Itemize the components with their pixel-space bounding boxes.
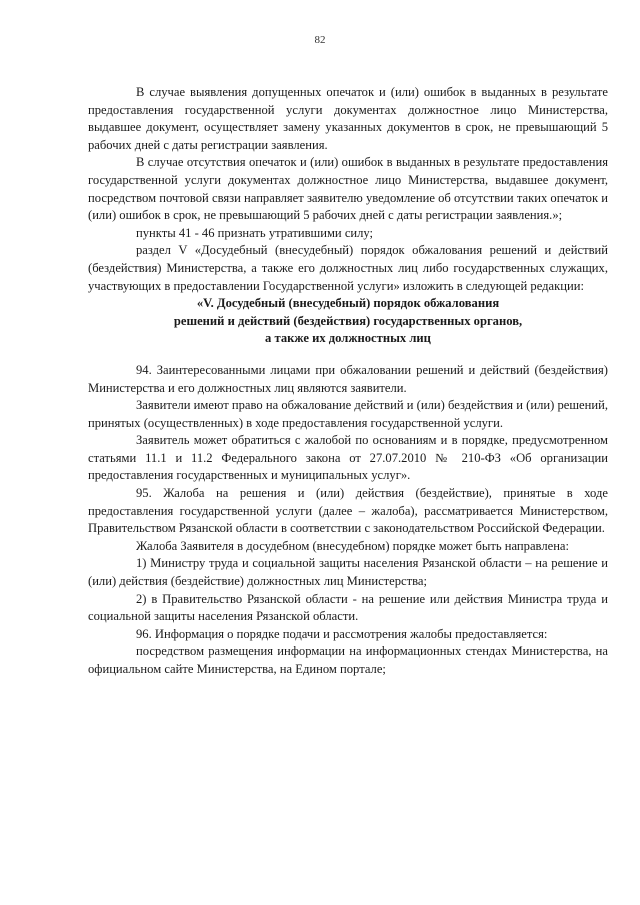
section-heading bbox=[88, 295, 608, 348]
paragraph-clauses-void: пункты 41 - 46 признать утратившими силу; bbox=[136, 225, 374, 240]
section-heading-line: решений и действий (бездействия) государственных органов, bbox=[173, 313, 523, 328]
paragraph-applicant-complaint: Заявитель может обратиться с жалобой по основаниям и в порядке, предусмотренном статьями 11.1 и 11.2 Федерального закона от 27.07.2010 № 210-ФЗ «Об организации предоставления государственных и муниципальных услуг». bbox=[88, 433, 608, 483]
list-item-1: 1) Министру труда и социальной защиты населения Рязанской области – на решение и (или) действия (бездействие) должностных лиц Министерства; bbox=[88, 556, 608, 589]
paragraph-section-v-intro: раздел V «Досудебный (внесудебный) порядок обжалования решений и действий (бездействия) Министерства, а также его должностных лиц либо государственных служащих, участвующих в предоставлении Государственной услуги» изложить в следующей редакции: bbox=[88, 243, 608, 293]
list-item-2: 2) в Правительство Рязанской области - на решение или действия Министра труда и социальной защиты населения Рязанской области. bbox=[88, 591, 608, 624]
paragraph-96: 96. Информация о порядке подачи и рассмотрения жалобы предоставляется: bbox=[136, 626, 548, 641]
paragraph-complaint-addressees: Жалоба Заявителя в досудебном (внесудебном) порядке может быть направлена: bbox=[136, 538, 570, 553]
document-body bbox=[88, 84, 608, 679]
paragraph-95: 95. Жалоба на решения и (или) действия (бездействие), принятые в ходе предоставления государственной услуги (далее – жалоба), рассматривается Министерством, Правительством Рязанской области в соответствии с законодательством Российской Федерации. bbox=[88, 486, 608, 536]
section-heading-line: «V. Досудебный (внесудебный) порядок обжалования bbox=[196, 296, 500, 311]
page-number: 82 bbox=[314, 34, 326, 46]
paragraph-info-stands: посредством размещения информации на информационных стендах Министерства, на официальном сайте Министерства, на Едином портале; bbox=[88, 644, 608, 676]
paragraph-94: 94. Заинтересованными лицами при обжаловании решений и действий (бездействия) Министерства и его должностных лиц являются заявители. bbox=[88, 362, 608, 395]
paragraph-no-typo-notice: В случае отсутствия опечаток и (или) ошибок в выданных в результате предоставления государственной услуги документах должностное лицо Министерства, выдавшее документ, посредством почтовой связи направляет заявителю уведомление об отсутствии таких опечаток и (или) ошибок в срок, не превышающий 5 рабочих дней с даты регистрации заявления.»; bbox=[88, 155, 608, 223]
paragraph-typo-replacement: В случае выявления допущенных опечаток и (или) ошибок в выданных в результате предоставления государственной услуги документах должностное лицо Министерства, выдавшее документ, осуществляет замену указанных документов в срок, не превышающий 5 рабочих дней с даты регистрации заявления. bbox=[88, 85, 608, 152]
paragraph-applicant-rights: Заявители имеют право на обжалование действий и (или) бездействия и (или) решений, принятых (осуществленных) в ходе предоставления государственной услуги. bbox=[88, 398, 608, 430]
section-heading-line: а также их должностных лиц bbox=[265, 331, 431, 346]
